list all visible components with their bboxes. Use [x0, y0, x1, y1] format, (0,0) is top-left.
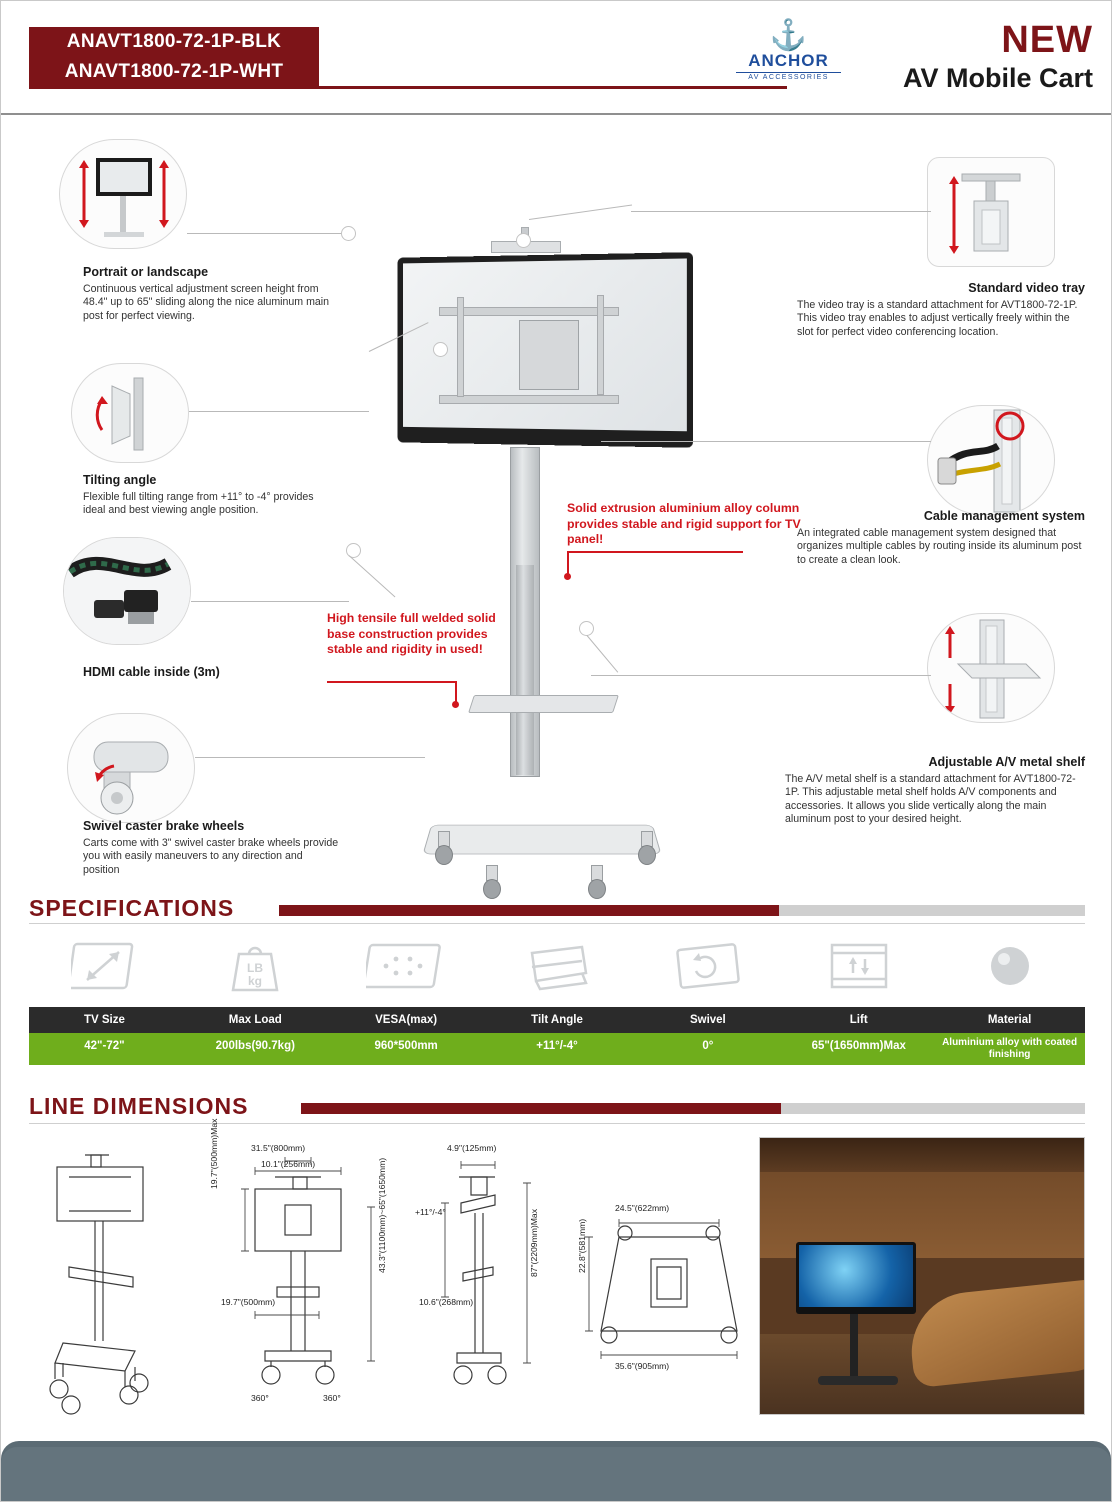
- connector-hdmi: [191, 601, 349, 602]
- val-material: Aluminium alloy with coated finishing: [942, 1037, 1078, 1060]
- line-dimensions-section: [1, 1093, 1111, 1433]
- highlight-base-rule: [327, 681, 457, 683]
- line-dimensions-divider: [29, 1123, 1085, 1124]
- thumb-hdmi-cable: [63, 537, 191, 645]
- svg-text:kg: kg: [248, 974, 263, 988]
- highlight-column-text: Solid extrusion aluminium alloy column provides stable and rigid support for TV panel!: [567, 501, 801, 546]
- col-lift: Lift: [849, 1014, 868, 1026]
- thumb-cable-management: [927, 405, 1055, 515]
- dim-268: 10.6"(268mm): [419, 1297, 474, 1307]
- product-illustration: [379, 235, 731, 915]
- col-vesa: VESA(max): [375, 1014, 438, 1026]
- header-rule: [319, 86, 787, 89]
- av-shelf-part: [468, 695, 619, 713]
- specifications-title: SPECIFICATIONS: [29, 895, 235, 921]
- col-tilt-angle: Tilt Angle: [531, 1014, 583, 1026]
- dim-360-left: 360°: [251, 1393, 269, 1403]
- footer-bar: [1, 1447, 1111, 1501]
- callout-title: HDMI cable inside (3m): [83, 665, 220, 679]
- highlight-base-stem: [455, 681, 457, 703]
- callout-title: Portrait or landscape: [83, 265, 209, 279]
- model-code-badge: [29, 27, 319, 89]
- page-header: [1, 1, 1111, 113]
- dim-tilt-range: +11°/-4°: [415, 1207, 446, 1217]
- photo-tv-screen: [799, 1245, 913, 1307]
- connector-tilting: [189, 411, 369, 412]
- thumb-portrait-landscape: [59, 139, 187, 249]
- dim-1100-1650: 43.3"(1100mm)~65"(1650mm): [377, 1157, 387, 1273]
- connector-dot-avshelf[interactable]: [579, 621, 594, 636]
- thumb-tilting-angle: [71, 363, 189, 463]
- caster-front-left: [431, 831, 457, 867]
- callout-text: An integrated cable management system designed that organizes multiple cables by routing inside its aluminum post to create a clean look.: [797, 527, 1082, 566]
- photo-conference-table: [906, 1278, 1085, 1388]
- connector-videotray: [631, 211, 931, 212]
- brand-subtitle: AV ACCESSORIES: [736, 72, 841, 81]
- callout-av-shelf: [785, 755, 1085, 827]
- val-tilt-angle: +11°/-4°: [536, 1040, 578, 1052]
- thumb-swivel-caster: [67, 713, 195, 823]
- dim-500: 19.7"(500mm): [221, 1297, 276, 1307]
- drawing-side-view: [401, 1147, 571, 1427]
- callout-text: Flexible full tilting range from +11° to -4° provides ideal and best viewing angle position.: [83, 491, 314, 517]
- model-code-white: ANAVT1800-72-1P-WHT: [64, 61, 284, 82]
- val-tv-size: 42"-72": [84, 1040, 125, 1052]
- dim-581: 22.8"(581mm): [577, 1218, 587, 1273]
- highlight-column-stem: [567, 551, 569, 575]
- highlight-base-text: High tensile full welded solid base construction provides stable and rigidity in used!: [327, 611, 496, 656]
- thumb-av-shelf: [927, 613, 1055, 723]
- dim-2209max: 87"(2209mm)Max: [529, 1208, 539, 1277]
- callout-title: Cable management system: [923, 509, 1085, 523]
- photo-cart-base: [818, 1376, 898, 1385]
- specifications-section: [1, 895, 1111, 1085]
- callout-cable-management: [797, 509, 1085, 567]
- photo-tv: [796, 1242, 916, 1314]
- line-dimensions-bar-dark: [301, 1103, 781, 1114]
- specifications-table-values: [29, 1033, 1085, 1065]
- callout-tilting-angle: [83, 473, 323, 518]
- callout-text: Carts come with 3" swivel caster brake wheels provide you with easily maneuvers to any direction and position: [83, 837, 339, 876]
- mount-arm-bottom: [439, 395, 619, 404]
- cart-base: [422, 825, 661, 855]
- val-swivel: 0°: [702, 1040, 714, 1052]
- model-code-black: ANAVT1800-72-1P-BLK: [66, 31, 282, 52]
- connector-cablemgmt: [601, 441, 931, 442]
- aluminum-post-lower: [516, 565, 534, 775]
- photo-ceiling: [760, 1138, 1085, 1172]
- highlight-column-dot: [564, 573, 571, 580]
- callout-swivel-caster: [83, 819, 339, 877]
- dim-width-800: 31.5"(800mm): [251, 1143, 306, 1153]
- connector-dot-tilting[interactable]: [433, 342, 448, 357]
- lift-icon: [783, 935, 934, 997]
- caster-front-right: [634, 831, 660, 867]
- mount-arm-top: [439, 307, 619, 316]
- features-section: [1, 115, 1111, 895]
- connector-portrait: [187, 233, 345, 234]
- specifications-bar-light: [779, 905, 1085, 916]
- specifications-bar-dark: [279, 905, 779, 916]
- callout-title: Standard video tray: [968, 281, 1085, 295]
- connector-videotray-2: [529, 205, 632, 220]
- specifications-table: [29, 1007, 1085, 1065]
- callout-video-tray: [797, 281, 1085, 339]
- dim-500max: 19.7"(500mm)Max: [209, 1118, 219, 1189]
- dim-256: 10.1"(256mm): [261, 1159, 316, 1169]
- val-max-load: 200lbs(90.7kg): [215, 1040, 295, 1052]
- specifications-table-header: [29, 1007, 1085, 1033]
- callout-text: Continuous vertical adjustment screen height from 48.4" up to 65" sliding along the nice aluminum main post for perfect viewing.: [83, 283, 330, 322]
- col-swivel: Swivel: [689, 1014, 726, 1026]
- material-icon: [934, 935, 1085, 997]
- highlight-column-rule: [567, 551, 743, 553]
- line-drawings: [29, 1118, 749, 1427]
- drawing-perspective-view: [29, 1147, 199, 1427]
- connector-caster: [195, 757, 425, 758]
- brand-name: ANCHOR: [748, 51, 829, 70]
- drawing-front-view: [205, 1147, 395, 1427]
- swivel-icon: [632, 935, 783, 997]
- max-load-icon: [180, 935, 331, 997]
- dim-125: 4.9"(125mm): [447, 1143, 497, 1153]
- vesa-icon: [331, 935, 482, 997]
- specifications-icon-row: [29, 935, 1085, 997]
- col-tv-size: TV Size: [83, 1014, 125, 1026]
- drawing-top-view: [579, 1207, 759, 1407]
- product-title: AV Mobile Cart: [902, 63, 1093, 93]
- callout-hdmi-cable: [83, 665, 333, 683]
- svg-text:LB: LB: [247, 961, 264, 975]
- dim-622: 24.5"(622mm): [615, 1203, 670, 1213]
- photo-cart-post: [850, 1314, 858, 1380]
- dim-905: 35.6"(905mm): [615, 1361, 670, 1371]
- line-dimensions-bar-light: [781, 1103, 1085, 1114]
- vesa-plate: [519, 320, 579, 390]
- highlight-base-dot: [452, 701, 459, 708]
- dim-360-right: 360°: [323, 1393, 341, 1403]
- brand-logo: [736, 21, 841, 96]
- val-lift: 65"(1650mm)Max: [811, 1040, 906, 1052]
- thumb-video-tray: [927, 157, 1055, 267]
- connector-dot-portrait[interactable]: [341, 226, 356, 241]
- callout-title: Tilting angle: [83, 473, 157, 487]
- anchor-icon: ⚓: [769, 19, 808, 52]
- mount-rail-right: [597, 295, 604, 395]
- callout-portrait-landscape: [83, 265, 331, 323]
- callout-title: Swivel caster brake wheels: [83, 819, 245, 833]
- application-photo: [759, 1137, 1085, 1415]
- connector-avshelf: [591, 675, 931, 676]
- mount-rail-left: [457, 297, 464, 397]
- new-label: NEW: [1001, 19, 1093, 61]
- connector-dot-videotray[interactable]: [516, 233, 531, 248]
- tilt-angle-icon: [482, 935, 633, 997]
- line-dimensions-title: LINE DIMENSIONS: [29, 1093, 249, 1119]
- col-max-load: Max Load: [228, 1014, 282, 1026]
- val-vesa: 960*500mm: [374, 1040, 438, 1052]
- col-material: Material: [987, 1014, 1032, 1026]
- callout-text: The A/V metal shelf is a standard attachment for AVT1800-72-1P. This adjustable metal shelf holds A/V components and accessories. It allows you slide vertically along the main aluminum post to your desired height.: [785, 773, 1076, 826]
- tv-size-icon: [29, 935, 180, 997]
- page-footer: [1, 1441, 1111, 1501]
- specifications-divider: [29, 923, 1085, 924]
- callout-text: The video tray is a standard attachment for AVT1800-72-1P. This video tray enables to adjust vertically freely within the slot for perfect video conferencing location.: [797, 299, 1078, 338]
- callout-title: Adjustable A/V metal shelf: [928, 755, 1085, 769]
